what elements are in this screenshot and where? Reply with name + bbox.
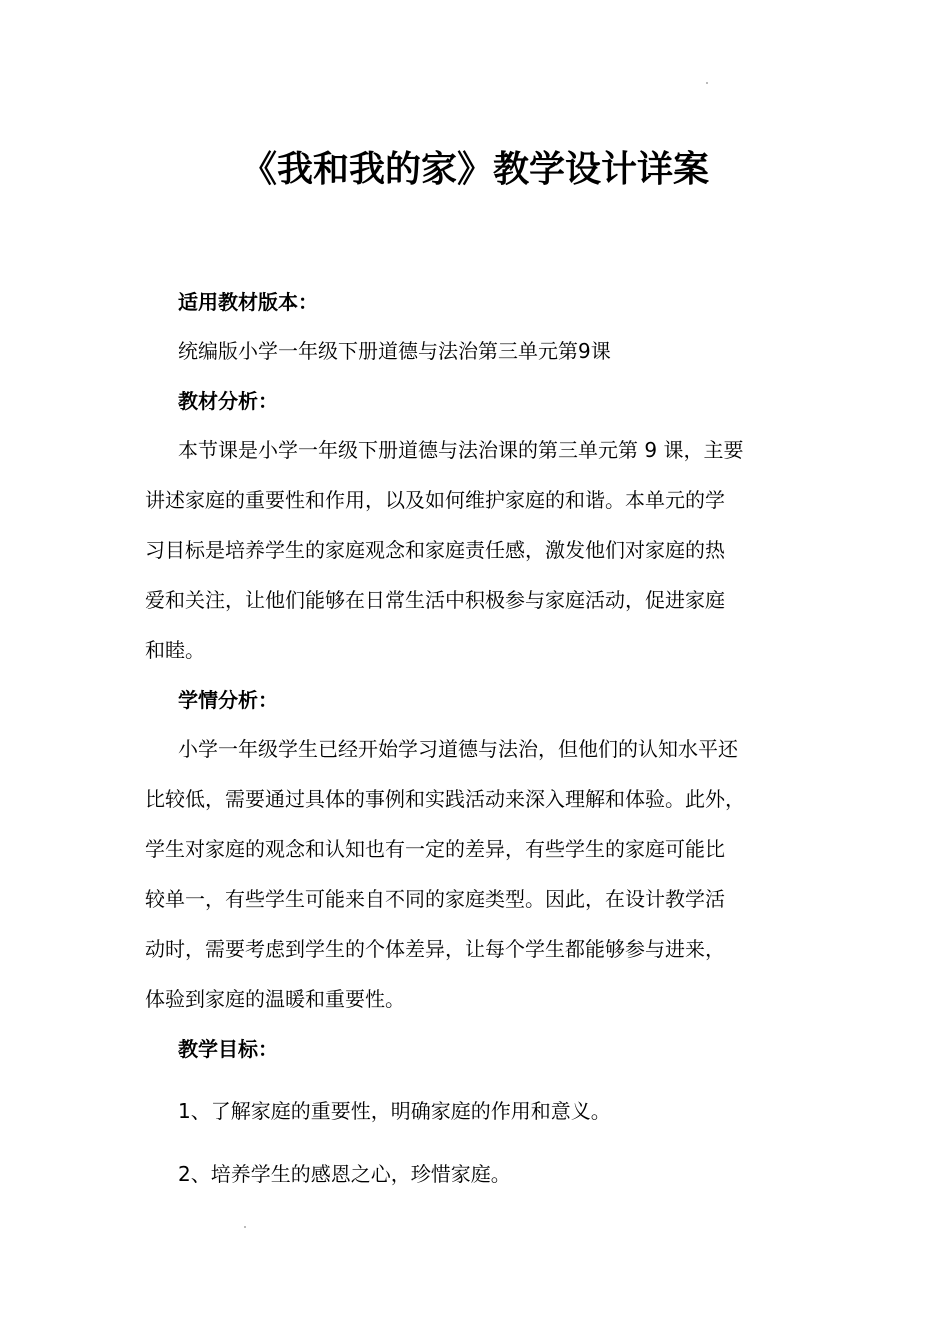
paragraph-line: 比较低，需要通过具体的事例和实践活动来深入理解和体验。此外， [145, 787, 745, 811]
edition-heading: 适用教材版本： [178, 290, 318, 314]
paragraph-line: 体验到家庭的温暖和重要性。 [145, 987, 405, 1011]
paragraph-line: 学生对家庭的观念和认知也有一定的差异，有些学生的家庭可能比 [145, 837, 725, 861]
student-analysis-heading: 学情分析： [178, 688, 278, 712]
document-title: 《我和我的家》教学设计详案 [240, 149, 709, 190]
paragraph-line: 小学一年级学生已经开始学习道德与法治，但他们的认知水平还 [178, 737, 738, 761]
scan-speck [244, 1226, 246, 1228]
objective-item: 1、了解家庭的重要性，明确家庭的作用和意义。 [178, 1099, 611, 1123]
textbook-analysis-heading: 教材分析： [178, 389, 278, 413]
paragraph-line: 较单一，有些学生可能来自不同的家庭类型。因此，在设计教学活 [145, 887, 725, 911]
edition-text: 统编版小学一年级下册道德与法治第三单元第9课 [178, 339, 611, 363]
paragraph-line: 本节课是小学一年级下册道德与法治课的第三单元第 9 课，主要 [178, 438, 744, 462]
paragraph-line: 动时，需要考虑到学生的个体差异，让每个学生都能够参与进来， [145, 937, 725, 961]
objective-item: 2、培养学生的感恩之心，珍惜家庭。 [178, 1162, 511, 1186]
paragraph-line: 习目标是培养学生的家庭观念和家庭责任感，激发他们对家庭的热 [145, 538, 725, 562]
objectives-heading: 教学目标： [178, 1037, 278, 1061]
paragraph-line: 讲述家庭的重要性和作用，以及如何维护家庭的和谐。本单元的学 [145, 488, 725, 512]
scan-speck [706, 82, 708, 84]
paragraph-line: 和睦。 [145, 638, 205, 662]
paragraph-line: 爱和关注，让他们能够在日常生活中积极参与家庭活动，促进家庭 [145, 588, 725, 612]
